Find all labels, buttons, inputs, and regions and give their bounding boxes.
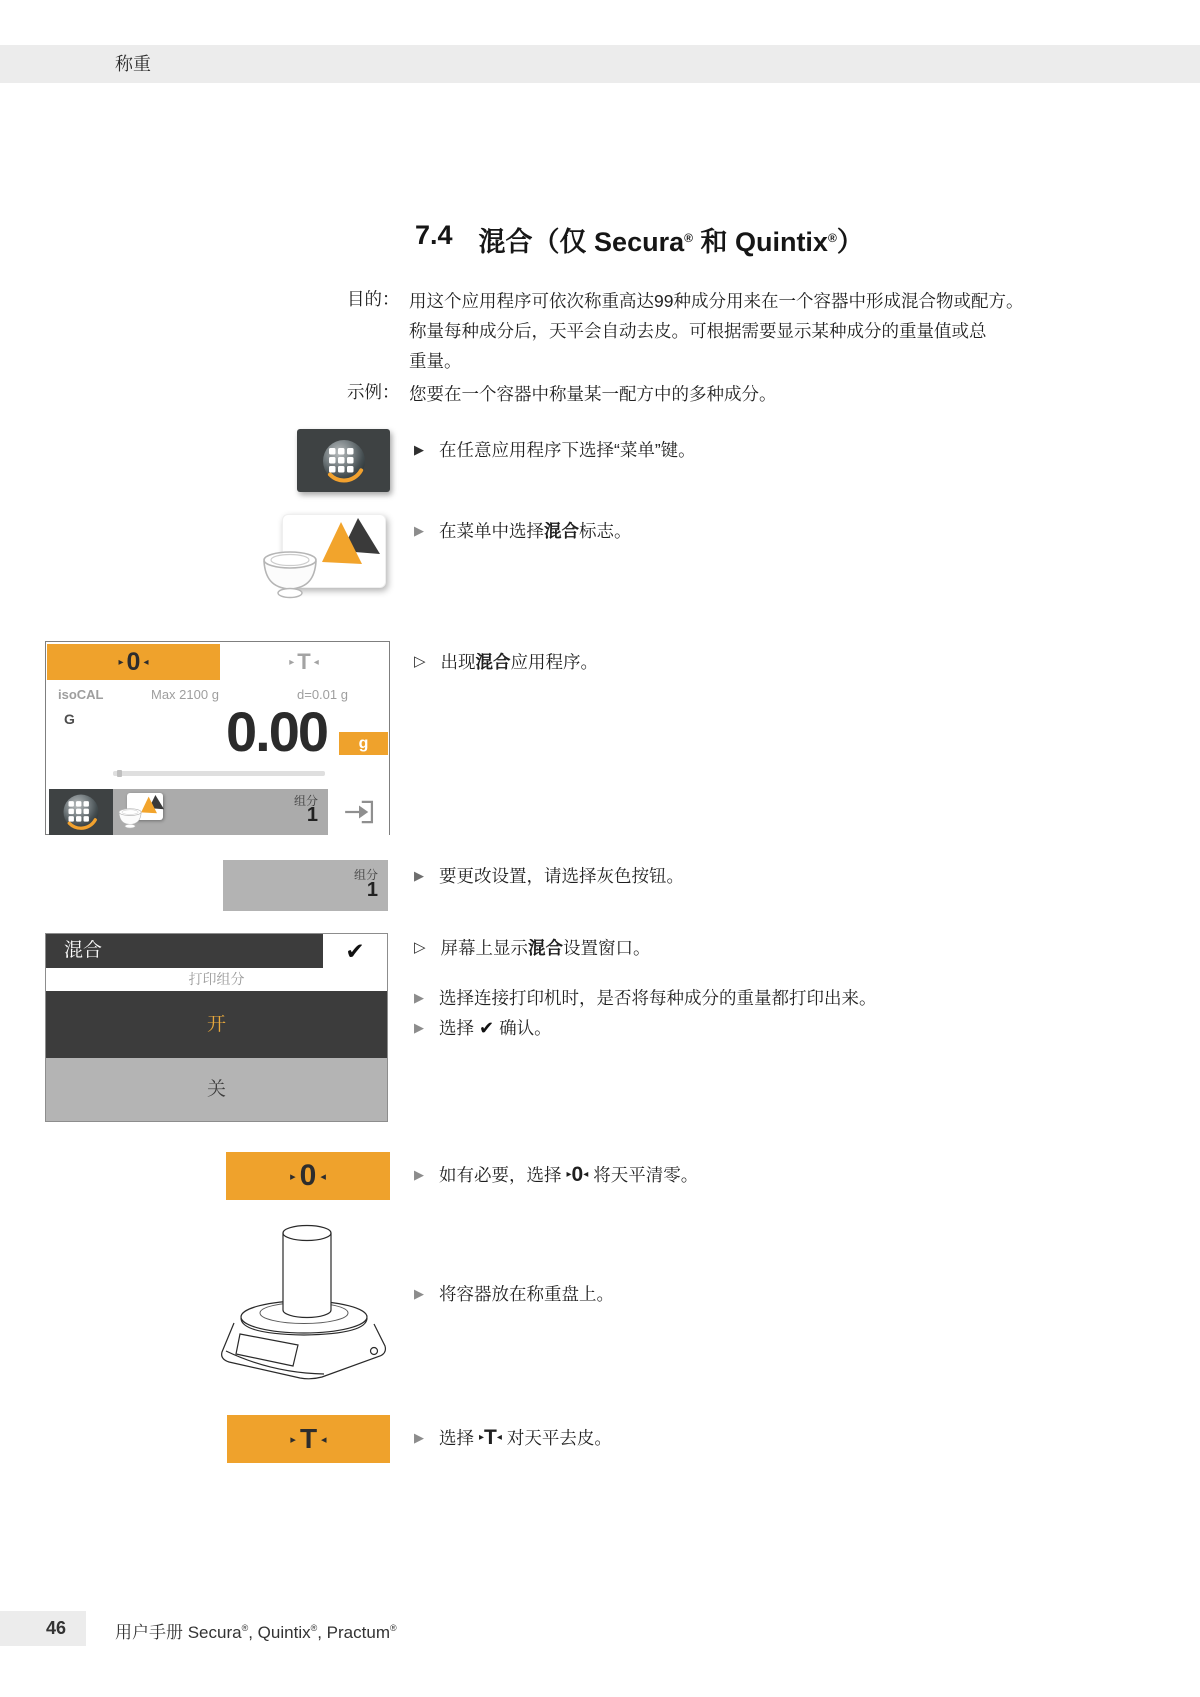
title-part: 和 Quintix	[692, 227, 828, 257]
result-bullet-icon: ▷	[414, 939, 426, 956]
tare-glyph: T	[299, 1423, 318, 1454]
capacity-bar-tick	[117, 770, 122, 777]
text-part: 如有必要，选择	[439, 1165, 562, 1185]
option-on[interactable]: 开	[46, 991, 387, 1058]
tare-glyph: T	[484, 1426, 497, 1449]
mixing-app-icon[interactable]	[260, 510, 390, 602]
text-part: 屏幕上显示	[440, 938, 529, 958]
print-component-option-label: 打印组分	[46, 968, 387, 991]
text-bold: 混合	[475, 652, 511, 672]
settings-title-bar: 混合	[46, 934, 323, 968]
weight-value: 0.00	[226, 700, 327, 763]
step-text	[441, 936, 651, 960]
result-bullet-icon: ▷	[414, 653, 426, 670]
tri-left-icon: ◂	[143, 656, 149, 668]
text-part: , Quintix	[248, 1623, 311, 1642]
tare-key[interactable]	[220, 644, 388, 680]
text-part: 出现	[440, 652, 476, 672]
step-text: 将容器放在称重盘上。	[439, 1284, 614, 1304]
section-number: 7.4	[415, 220, 453, 250]
tri-left-icon: ◂	[313, 656, 319, 668]
text-part: 将天平清零。	[593, 1165, 699, 1185]
tri-right-icon: ▸	[290, 1433, 296, 1446]
tri-right-icon: ▸	[479, 1432, 485, 1443]
text-part: 选择	[439, 1018, 474, 1038]
component-label: 组分	[293, 794, 318, 808]
step-settings-window-shown	[414, 936, 651, 960]
balance-display-mockup	[45, 641, 390, 835]
text-part: 选择	[439, 1428, 474, 1448]
step-mixing-appears	[414, 650, 598, 674]
tri-left-icon: ◂	[583, 1169, 589, 1180]
mixing-settings-window	[45, 933, 388, 1122]
zero-glyph: 0	[299, 1159, 317, 1192]
step-select-menu	[414, 438, 696, 462]
option-off[interactable]: 关	[46, 1058, 387, 1121]
component-label: 组分	[353, 868, 378, 882]
unit-badge[interactable]: g	[339, 732, 388, 755]
menu-key-button[interactable]	[297, 429, 390, 492]
purpose-line: 称量每种成分后，天平会自动去皮。可根据需要显示某种成分的重量值或总	[409, 321, 987, 341]
component-gray-button[interactable]	[223, 860, 388, 911]
step-text: 在任意应用程序下选择“菜单”键。	[439, 440, 696, 460]
text-part: 标志。	[579, 521, 632, 541]
title-part: ）	[836, 227, 864, 257]
weighing-bowl-icon	[260, 548, 322, 602]
tare-key-inline-icon	[479, 1428, 502, 1448]
zero-glyph: 0	[571, 1163, 584, 1186]
example-text: 您要在一个容器中称量某一配方中的多种成分。	[409, 384, 777, 404]
text-part: 用户手册 Secura	[115, 1623, 242, 1642]
zero-glyph: 0	[126, 647, 141, 676]
step-bullet-icon: ▶	[414, 442, 424, 457]
step-text	[439, 1426, 612, 1450]
text-part: 应用程序。	[510, 652, 599, 672]
step-confirm	[414, 1016, 552, 1040]
step-tare-balance	[414, 1426, 612, 1450]
mixing-triangles-icon	[322, 518, 382, 566]
balance-illustration	[212, 1222, 392, 1380]
step-bullet-icon: ▶	[414, 1020, 424, 1035]
component-value: 1	[306, 804, 318, 826]
zero-button[interactable]	[226, 1152, 390, 1200]
menu-grid-sphere-icon	[320, 437, 368, 485]
tri-right-icon: ▸	[118, 656, 124, 668]
step-text: 选择连接打印机时，是否将每种成分的重量都打印出来。	[439, 988, 877, 1008]
step-zero-balance	[414, 1163, 698, 1187]
title-part: 混合（仅 Secura	[478, 227, 685, 257]
purpose-text	[409, 286, 1023, 376]
zero-key[interactable]	[47, 644, 220, 680]
registered-mark: ®	[389, 1623, 397, 1633]
text-part: 设置窗口。	[563, 938, 651, 958]
step-bullet-icon: ▶	[414, 1286, 424, 1301]
task-softkey[interactable]	[113, 789, 328, 835]
section-title	[415, 220, 864, 259]
readability-label: d=0.01 g	[297, 687, 348, 702]
weighing-bowl-icon	[117, 807, 144, 830]
step-bullet-icon: ▶	[414, 523, 424, 538]
step-text	[439, 1163, 698, 1187]
step-text	[441, 650, 599, 674]
arrow-into-box-icon	[343, 800, 375, 824]
print-softkey[interactable]	[328, 789, 389, 835]
step-bullet-icon: ▶	[414, 1167, 424, 1182]
example-label: 示例：	[347, 382, 400, 402]
text-bold: 混合	[528, 938, 564, 958]
mixing-triangles-icon	[141, 795, 165, 814]
text-part: , Practum	[317, 1623, 390, 1642]
gross-indicator: G	[64, 711, 75, 727]
tri-right-icon: ▸	[289, 656, 295, 668]
tri-left-icon: ◂	[321, 1433, 327, 1446]
menu-softkey[interactable]	[49, 789, 113, 835]
text-bold: 混合	[544, 521, 579, 541]
step-text	[439, 519, 632, 543]
tri-right-icon: ▸	[290, 1170, 296, 1183]
step-change-settings	[414, 864, 684, 888]
tare-button[interactable]	[227, 1415, 390, 1463]
page-number: 46	[45, 1618, 66, 1638]
zero-key-inline-icon	[567, 1165, 589, 1185]
text-part: 对天平去皮。	[506, 1428, 612, 1448]
tri-left-icon: ◂	[496, 1432, 502, 1443]
balance-line-art	[212, 1222, 392, 1380]
footer-manual-title	[115, 1611, 397, 1650]
confirm-check-button[interactable]: ✔	[323, 934, 387, 968]
step-bullet-icon: ▶	[414, 868, 424, 883]
step-select-mixing	[414, 519, 632, 543]
step-printer-choice	[414, 986, 877, 1010]
tare-glyph: T	[297, 649, 311, 674]
isocal-label: isoCAL	[58, 687, 104, 702]
purpose-line: 重量。	[409, 351, 462, 371]
registered-mark: ®	[684, 231, 693, 245]
section-title-text	[479, 220, 864, 259]
tri-left-icon: ◂	[320, 1170, 326, 1183]
registered-mark: ®	[241, 1623, 249, 1633]
max-capacity-label: Max 2100 g	[151, 687, 219, 702]
registered-mark: ®	[827, 231, 837, 245]
step-bullet-icon: ▶	[414, 990, 424, 1005]
check-icon: ✔	[479, 1018, 495, 1038]
step-text	[439, 1016, 552, 1040]
page-number-box	[0, 1611, 86, 1646]
text-part: 在菜单中选择	[439, 521, 544, 541]
text-part: 确认。	[499, 1018, 552, 1038]
page-header-bar	[0, 45, 1200, 83]
step-place-container	[414, 1282, 614, 1306]
menu-grid-sphere-icon	[61, 792, 101, 832]
chapter-header: 称重	[115, 54, 151, 74]
component-value: 1	[366, 879, 378, 901]
purpose-line: 用这个应用程序可依次称重高达99种成分用来在一个容器中形成混合物或配方。	[409, 291, 1024, 311]
step-bullet-icon: ▶	[414, 1430, 424, 1445]
registered-mark: ®	[310, 1623, 318, 1633]
capacity-bar	[113, 771, 325, 776]
step-text: 要更改设置，请选择灰色按钮。	[439, 866, 684, 886]
purpose-label: 目的：	[347, 289, 400, 309]
tri-right-icon: ▸	[566, 1169, 572, 1180]
